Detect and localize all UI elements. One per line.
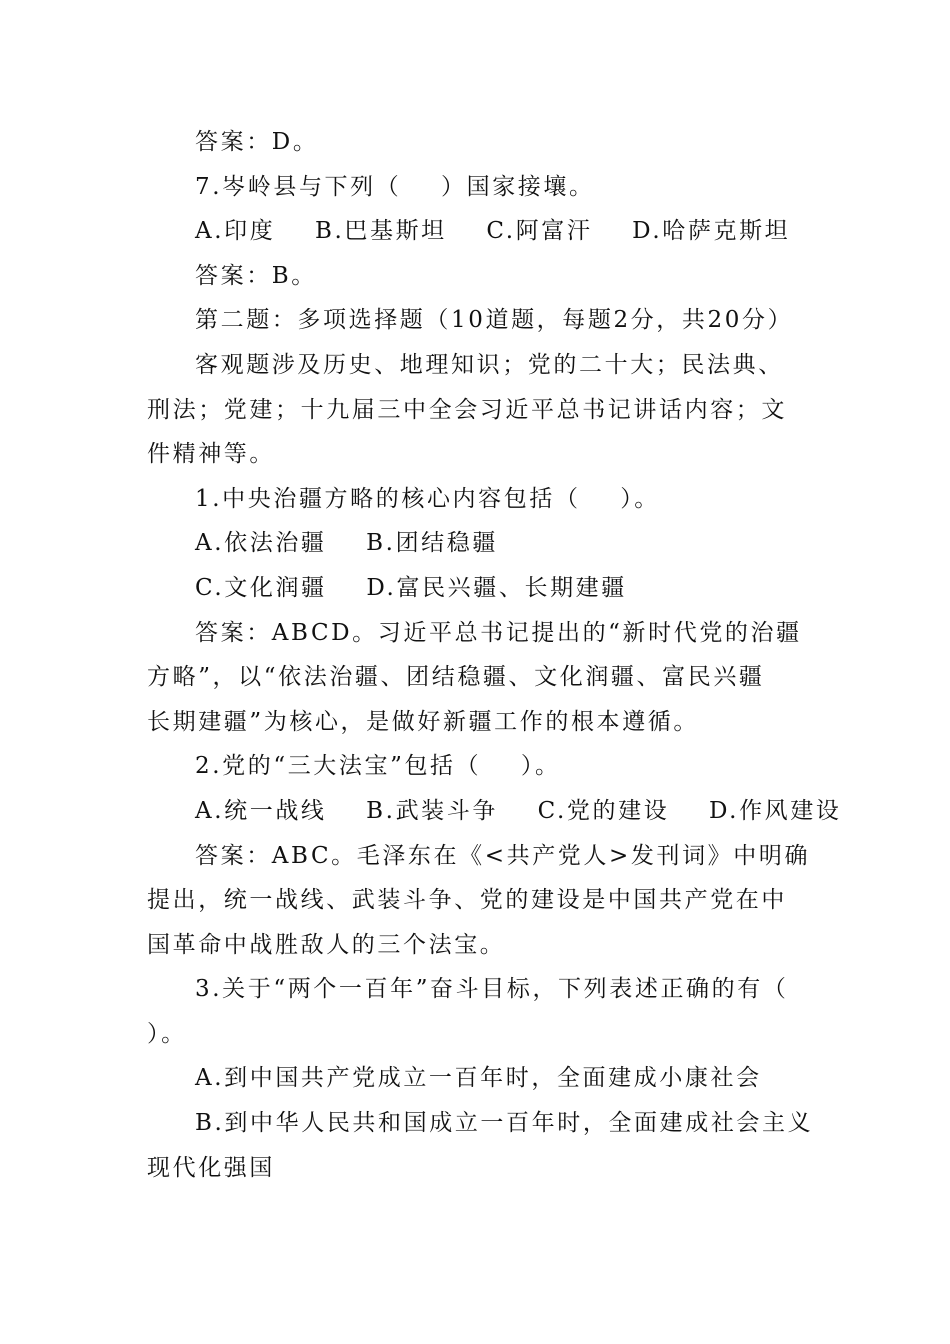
answer-q2-line-3: 国革命中战胜敌人的三个法宝。 <box>147 931 506 958</box>
document-body <box>147 120 842 1190</box>
section-heading-multiple-choice: 第二题：多项选择题（10道题，每题2分，共20分） <box>195 307 794 334</box>
option-q3-b-line-2: 现代化强国 <box>147 1154 275 1181</box>
question-3-line-1: 3.关于“两个一百年”奋斗目标，下列表述正确的有（ <box>195 976 789 1003</box>
options-q7: A.印度 B.巴基斯坦 C.阿富汗 D.哈萨克斯坦 <box>195 218 791 245</box>
answer-q1-line-2: 方略”，以“依法治疆、团结稳疆、文化润疆、富民兴疆 <box>147 664 765 691</box>
question-1: 1.中央治疆方略的核心内容包括（ ）。 <box>195 485 660 512</box>
section-note-line-2: 刑法；党建；十九届三中全会习近平总书记讲话内容；文 <box>147 396 787 423</box>
answer-q1-line-3: 长期建疆”为核心，是做好新疆工作的根本遵循。 <box>147 708 699 735</box>
options-q1-cd: C.文化润疆 D.富民兴疆、长期建疆 <box>195 574 627 601</box>
answer-q6: 答案：D。 <box>195 129 319 155</box>
answer-q1-line-1: 答案：ABCD。习近平总书记提出的“新时代党的治疆 <box>195 619 802 646</box>
answer-q2-line-1: 答案：ABC。毛泽东在《<共产党人>发刊词》中明确 <box>195 842 811 869</box>
question-7: 7.岑岭县与下列（ ）国家接壤。 <box>195 173 595 200</box>
option-q3-b-line-1: B.到中华人民共和国成立一百年时，全面建成社会主义 <box>195 1110 814 1137</box>
options-q2: A.统一战线 B.武装斗争 C.党的建设 D.作风建设 <box>195 797 842 824</box>
section-note-line-1: 客观题涉及历史、地理知识；党的二十大；民法典、 <box>195 351 784 378</box>
question-3-line-2: ）。 <box>147 1020 187 1047</box>
answer-q2-line-2: 提出，统一战线、武装斗争、党的建设是中国共产党在中 <box>147 887 787 914</box>
section-note-line-3: 件精神等。 <box>147 441 275 468</box>
question-2: 2.党的“三大法宝”包括（ ）。 <box>195 753 561 780</box>
option-q3-a: A.到中国共产党成立一百年时，全面建成小康社会 <box>195 1065 762 1092</box>
answer-q7: 答案：B。 <box>195 262 317 289</box>
options-q1-ab: A.依法治疆 B.团结稳疆 <box>195 530 498 557</box>
